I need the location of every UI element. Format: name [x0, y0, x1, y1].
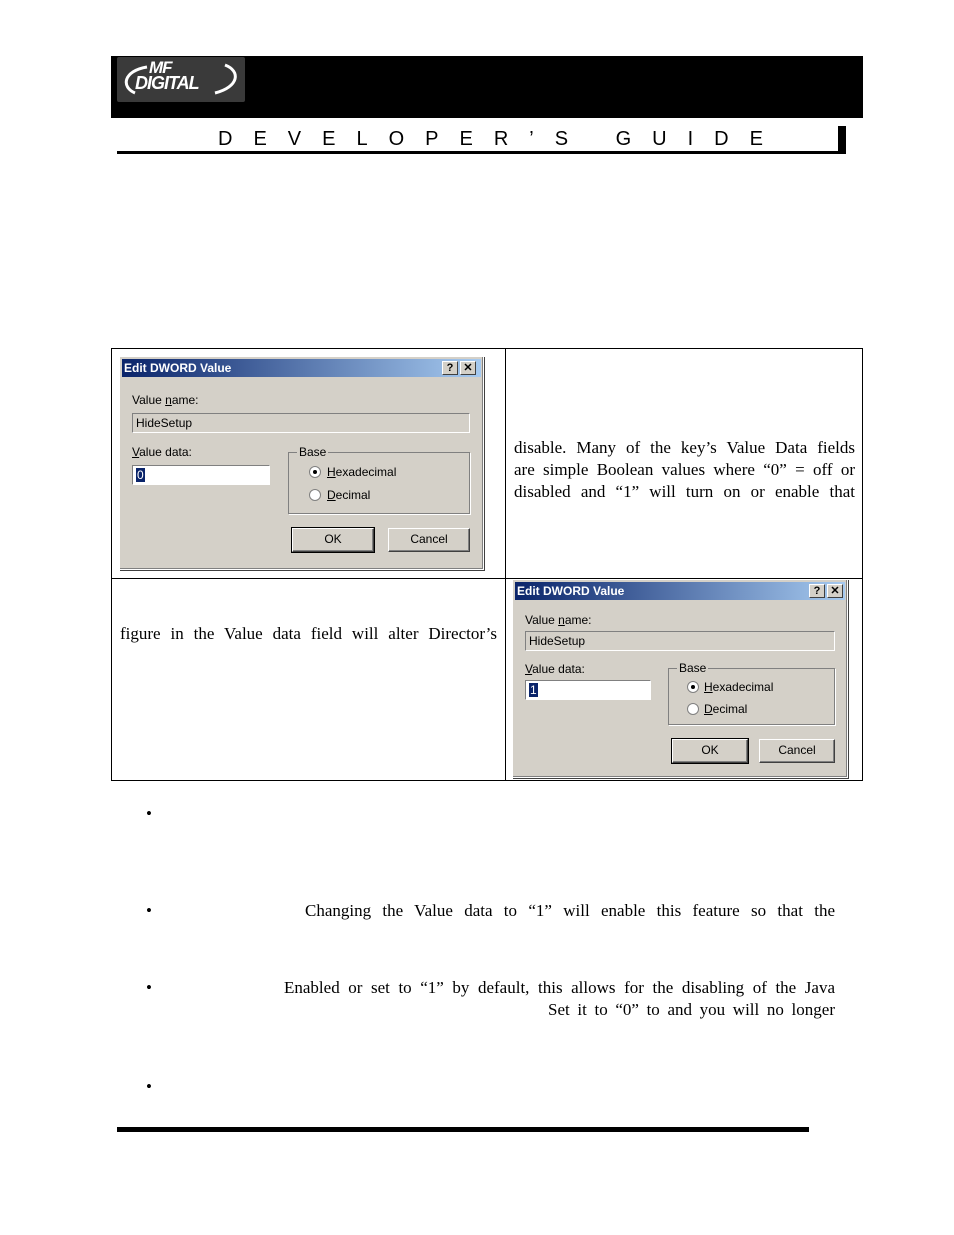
table-column-divider: [505, 348, 506, 781]
mf-digital-logo: [117, 57, 245, 102]
logo-text-mf: MF: [149, 58, 172, 77]
value-data-input[interactable]: 1: [525, 680, 651, 700]
help-button[interactable]: ?: [809, 584, 825, 598]
paragraph-line: disabled and “1” will turn on or enable that: [514, 482, 855, 501]
help-button[interactable]: ?: [442, 361, 458, 375]
page-title: DEVELOPER’S GUIDE: [218, 128, 784, 150]
top-right-paragraph: [514, 437, 855, 503]
hexadecimal-radio[interactable]: [687, 681, 699, 693]
header-rule: [117, 151, 839, 154]
decimal-label: Decimal: [704, 702, 748, 716]
ok-button[interactable]: OK: [292, 528, 374, 552]
cancel-button[interactable]: Cancel: [759, 739, 835, 763]
bullet-4: •: [146, 1077, 152, 1096]
ok-button[interactable]: OK: [672, 739, 748, 763]
value-data-label: Value data:: [132, 445, 192, 459]
dialog-title-bar: [515, 582, 845, 600]
paragraph-line: figure in the Value data field will alter Director’s: [120, 624, 497, 643]
decimal-label: Decimal: [327, 488, 371, 502]
logo-text-digital: DIGITAL: [135, 73, 199, 93]
base-label: Base: [299, 445, 327, 459]
close-button[interactable]: ✕: [460, 361, 476, 375]
base-label: Base: [679, 661, 707, 675]
bullet-2-text: Changing the Value data to “1” will enable this feature so that the: [305, 901, 835, 920]
edit-dword-dialog-hex0: [119, 356, 484, 570]
dialog-title: Edit DWORD Value: [124, 361, 232, 375]
dialog-title: Edit DWORD Value: [517, 584, 625, 598]
close-button[interactable]: ✕: [827, 584, 843, 598]
value-name-label: Value name:: [525, 613, 592, 627]
hexadecimal-label: Hexadecimal: [327, 465, 397, 479]
cancel-button[interactable]: Cancel: [388, 528, 470, 552]
decimal-radio[interactable]: [687, 703, 699, 715]
value-name-field: HideSetup: [132, 413, 470, 433]
base-groupbox: [288, 445, 470, 514]
dialog-title-bar: [122, 359, 481, 377]
value-name-field: HideSetup: [525, 631, 835, 651]
footer-rule: [117, 1127, 809, 1132]
value-data-input[interactable]: 0: [132, 465, 270, 485]
value-name-label: Value name:: [132, 393, 199, 407]
edit-dword-dialog-hex1: [512, 579, 848, 778]
bottom-left-paragraph: [120, 623, 497, 645]
bullet-3-text-line1: Enabled or set to “1” by default, this allows for the disabling of the Java: [284, 978, 835, 997]
bullet-1: •: [146, 804, 152, 823]
paragraph-line: are simple Boolean values where “0” = off or: [514, 460, 855, 479]
decimal-radio[interactable]: [309, 489, 321, 501]
paragraph-line: disable. Many of the key’s Value Data fields: [514, 438, 855, 457]
bullet-3-text-line2: Set it to “0” to and you will no longer: [548, 1000, 835, 1019]
header-rule-stub: [838, 126, 846, 154]
value-data-label: Value data:: [525, 662, 585, 676]
bullet-3: •: [146, 978, 152, 997]
hexadecimal-radio[interactable]: [309, 466, 321, 478]
base-groupbox: [668, 661, 835, 725]
bullet-2: •: [146, 901, 152, 920]
hexadecimal-label: Hexadecimal: [704, 680, 774, 694]
